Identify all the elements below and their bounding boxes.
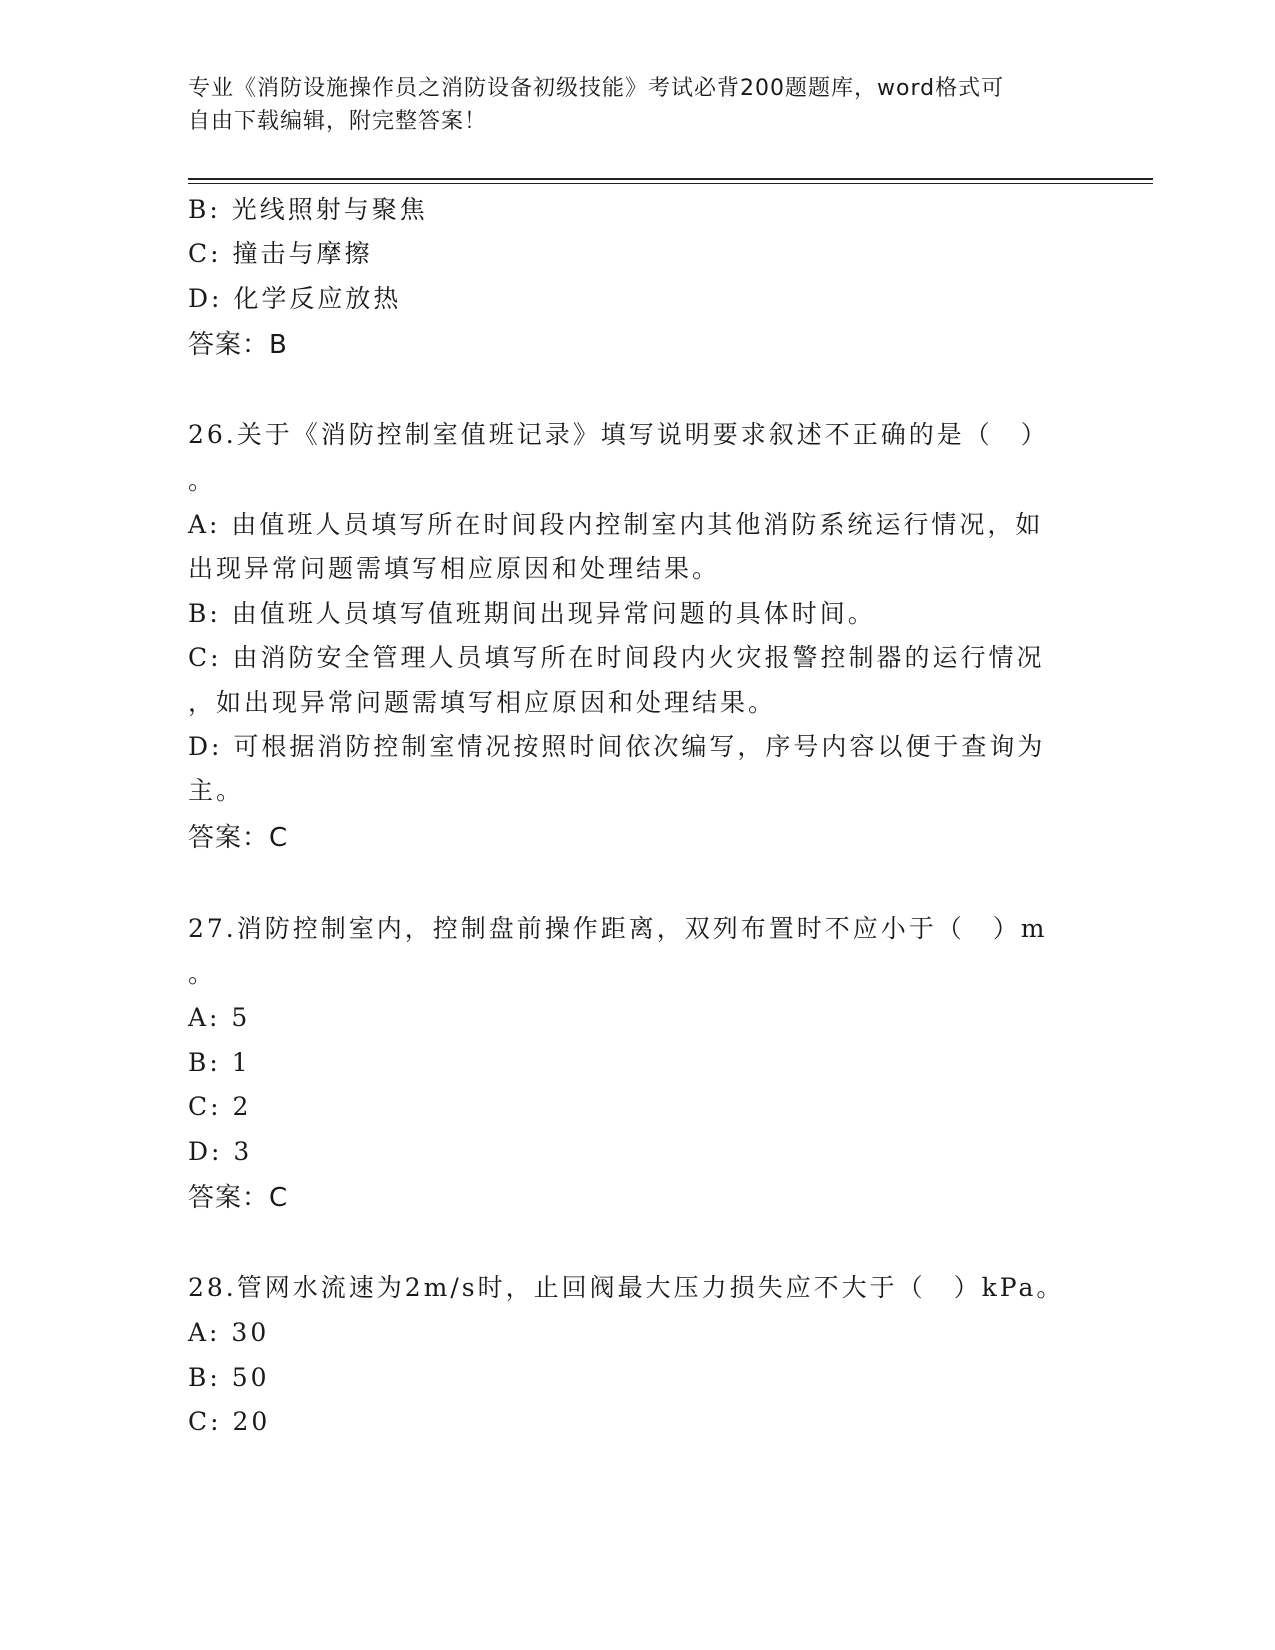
q25-answer: 答案：B [188,330,288,360]
q28-stem-line-1: 28.管网水流速为2m/s时，止回阀最大压力损失应不大于（ ）kPa。 [188,1273,1065,1302]
q26-option-d-line-2: 主。 [188,776,245,805]
q27-stem-line-2: 。 [188,959,217,988]
q26-stem-line-1: 26.关于《消防控制室值班记录》填写说明要求叙述不正确的是（ ） [188,420,1049,449]
header-line-1: 专业《消防设施操作员之消防设备初级技能》考试必背200题题库，word格式可 [188,76,1005,101]
q28-option-c: C: 20 [188,1407,271,1436]
q25-option-c: C: 撞击与摩擦 [188,239,373,268]
q26-option-a-line-1: A: 由值班人员填写所在时间段内控制室内其他消防系统运行情况，如 [188,510,1044,539]
q26-option-a-line-2: 出现异常问题需填写相应原因和处理结果。 [188,554,721,583]
q26-option-c-line-1: C: 由消防安全管理人员填写所在时间段内火灾报警控制器的运行情况 [188,643,1045,672]
q26-option-d-line-1: D: 可根据消防控制室情况按照时间依次编写，序号内容以便于查询为 [188,732,1046,761]
q26-option-c-line-2: ，如出现异常问题需填写相应原因和处理结果。 [188,688,777,717]
q26-answer: 答案：C [188,823,289,853]
q28-option-b: B: 50 [188,1363,270,1392]
document-header [188,72,1068,138]
q27-option-b: B: 1 [188,1048,251,1077]
q27-option-d: D: 3 [188,1137,253,1166]
q26-option-b: B: 由值班人员填写值班期间出现异常问题的具体时间。 [188,599,876,628]
q27-option-a: A: 5 [188,1003,251,1032]
header-line-2: 自由下载编辑，附完整答案！ [188,109,488,134]
q27-stem-line-1: 27.消防控制室内，控制盘前操作距离，双列布置时不应小于（ ）m [188,914,1048,943]
q27-answer: 答案：C [188,1183,289,1213]
q25-option-d: D: 化学反应放热 [188,284,402,313]
header-divider-thick [188,178,1153,180]
header-divider-thin [188,183,1153,184]
q26-stem-line-2: 。 [188,466,217,495]
q25-option-b: B: 光线照射与聚焦 [188,195,428,224]
q28-option-a: A: 30 [188,1318,270,1347]
q27-option-c: C: 2 [188,1092,252,1121]
